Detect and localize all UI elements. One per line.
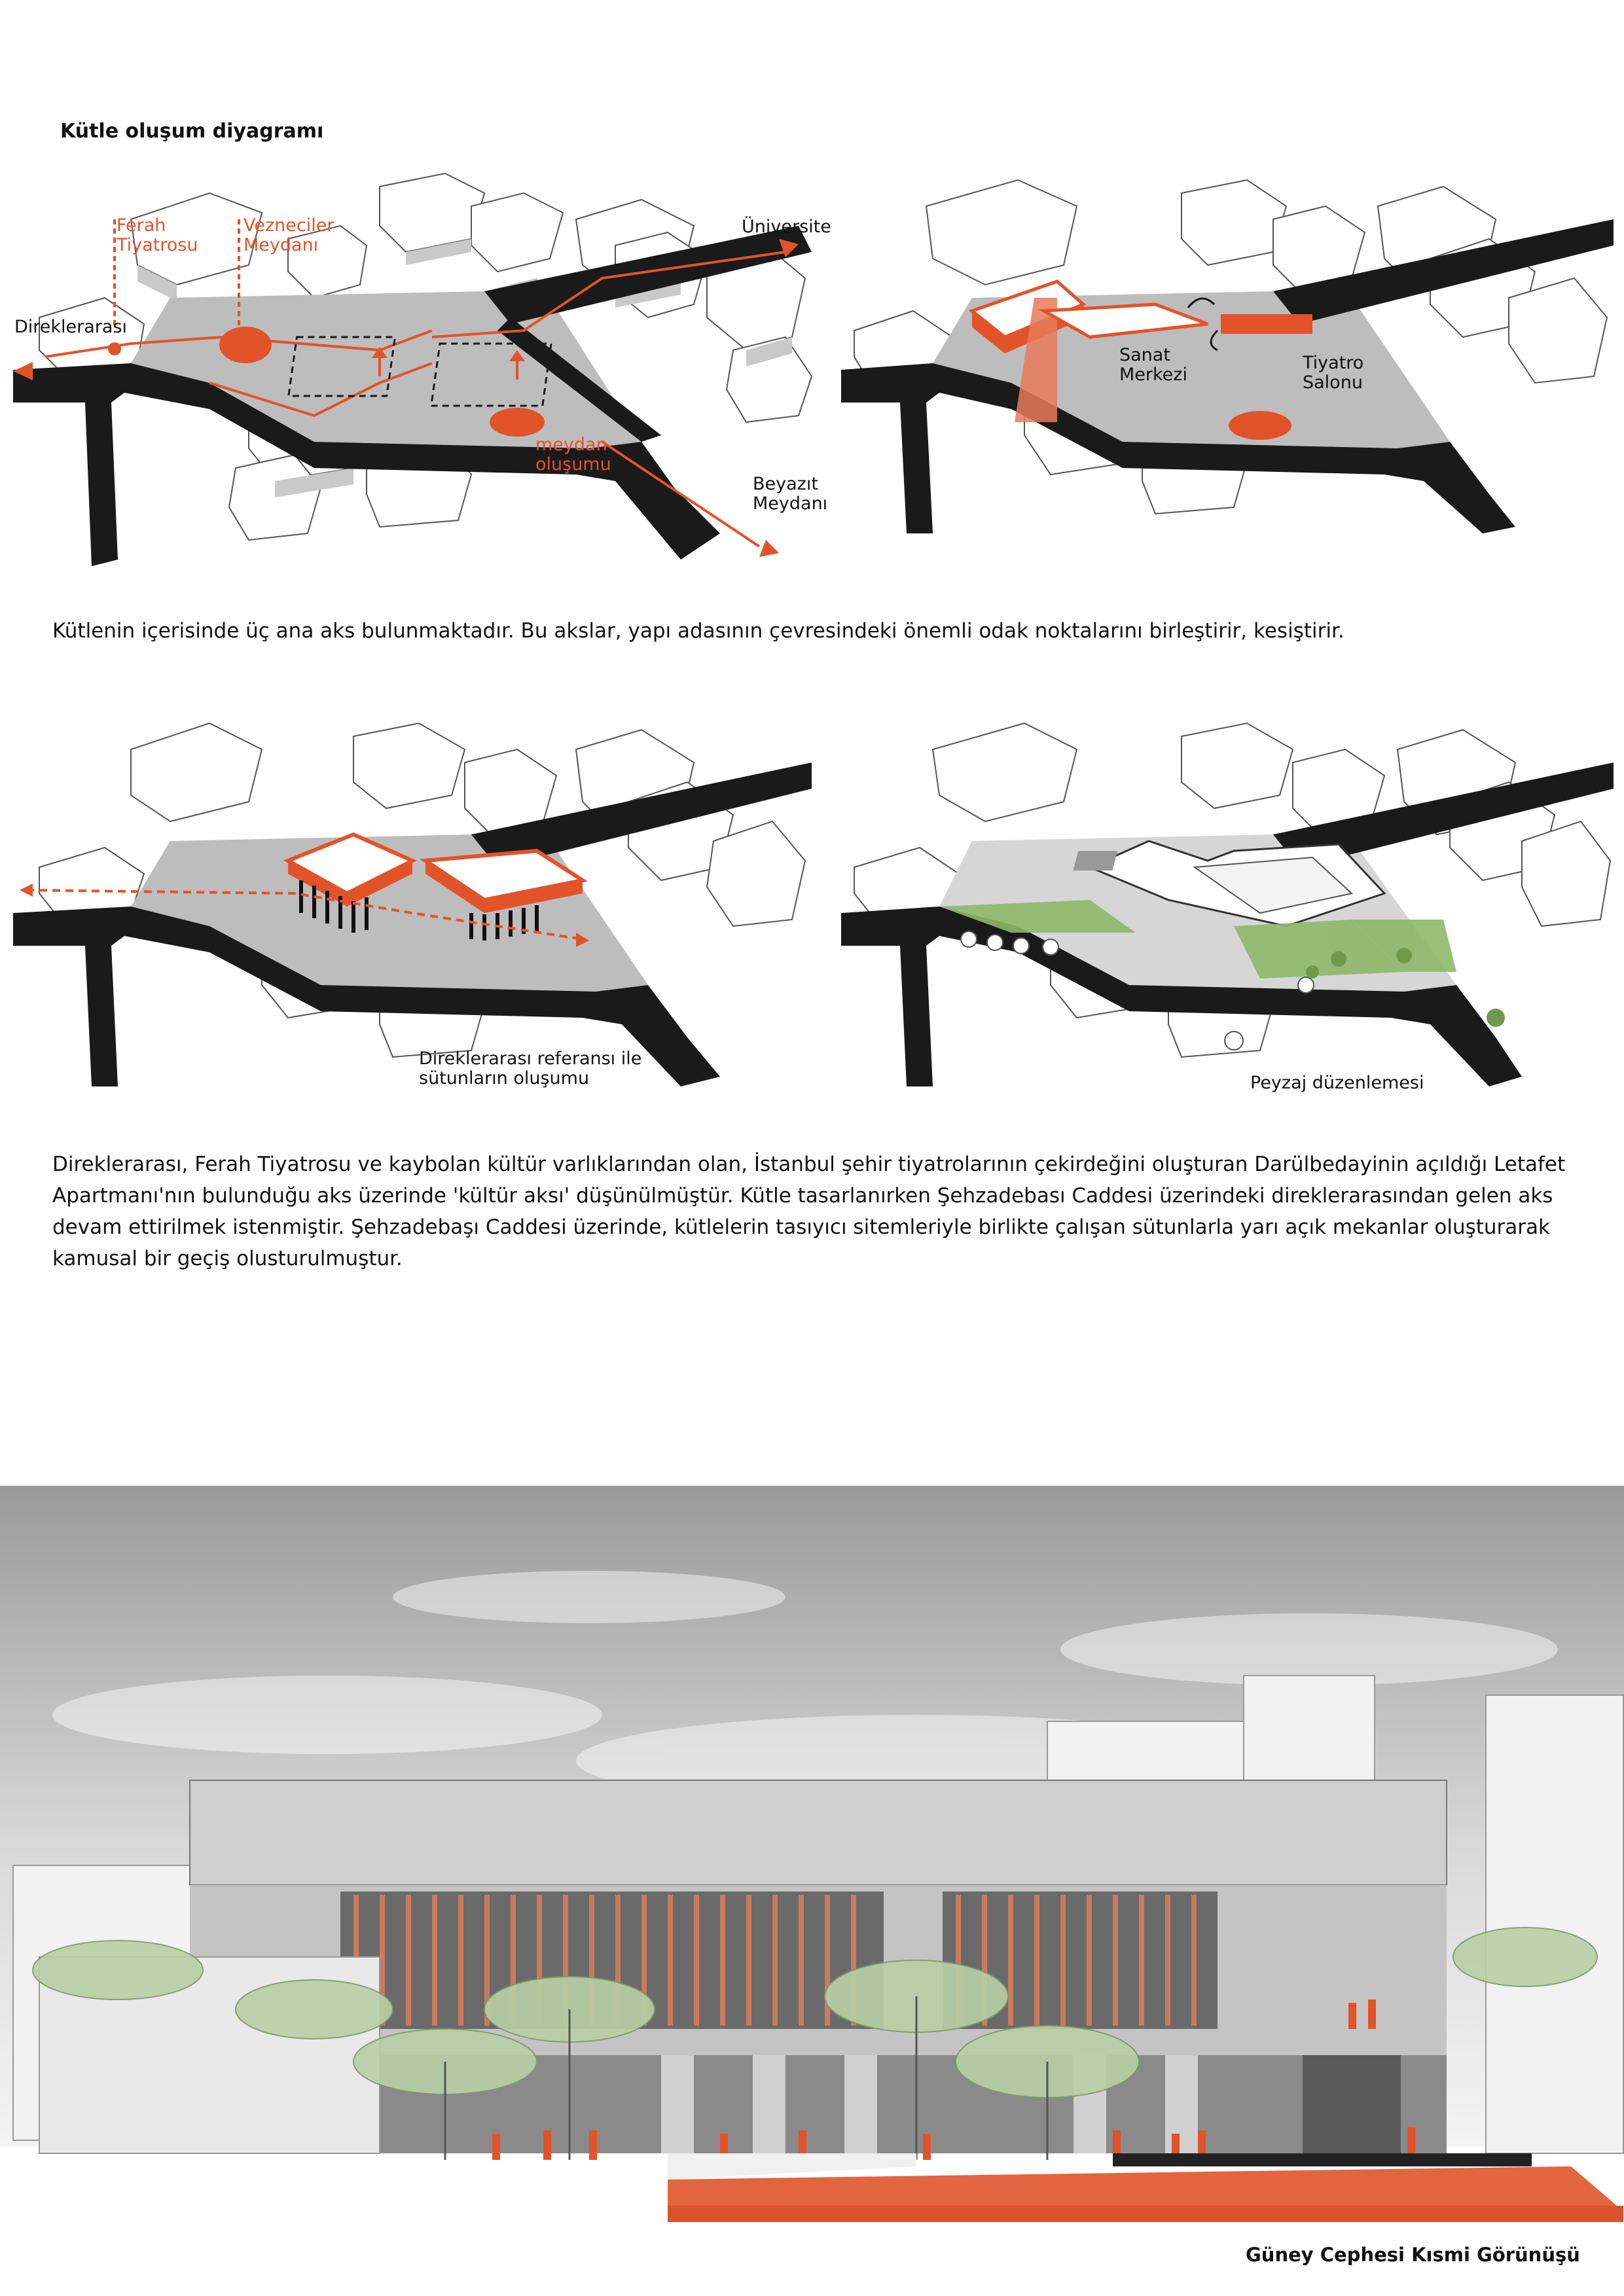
diagram-mass-formation-2 (841, 167, 1614, 533)
paragraph-culture-axis: Direklerarası, Ferah Tiyatrosu ve kaybolan kültür varlıklarından olan, İstanbul şehir tiyatrolarının çekirdeğini oluşturan Darülbedayinin açıldığı Letafet Apartmanı'nın bulunduğu aks üzerinde 'kültür aksı' düşünülmüştür. Kütle tasarlanırken Şehzadebası Caddesi üzerindeki direklerarasından gelen aks devam ettirilmek istenmiştir. Şehzadebaşı Caddesi üzerinde, kütlelerin tasıyıcı sitemleriyle birlikte çalışan sütunlarla yarı açık mekanlar oluşturarak kamusal bir geçiş olusturulmuştur. (52, 1153, 1566, 1270)
label-ferah-tiyatrosu: Ferah Tiyatrosu (117, 215, 198, 255)
south-elevation-render (0, 1486, 1624, 2271)
diagram-mass-formation-3 (13, 710, 825, 1090)
label-beyazit-meydani: Beyazıt Meydanı (753, 474, 828, 514)
label-tiyatro-salonu: Tiyatro Salonu (1303, 353, 1364, 393)
caption-columns: Direklerarası referansı ile sütunların oluşumu (419, 1049, 642, 1088)
page-title: Kütle oluşum diyagramı (60, 120, 324, 143)
label-vezneciler-meydani: Vezneciler Meydanı (244, 215, 334, 255)
caption-south-elevation: Güney Cephesi Kısmi Görünüşü (1246, 2244, 1580, 2266)
label-universite: Üniversite (742, 217, 831, 237)
caption-landscape: Peyzaj düzenlemesi (1250, 1073, 1424, 1093)
diagram-landscape (841, 710, 1614, 1090)
label-sanat-merkezi: Sanat Merkezi (1119, 345, 1187, 385)
paragraph-axes: Kütlenin içerisinde üç ana aks bulunmaktadır. Bu akslar, yapı adasının çevresindeki önemli odak noktalarını birleştirir, kesiştirir. (52, 619, 1344, 643)
label-meydan-olusumu: meydan oluşumu (535, 435, 611, 475)
label-direklerarasi: Direklerarası (14, 317, 128, 337)
